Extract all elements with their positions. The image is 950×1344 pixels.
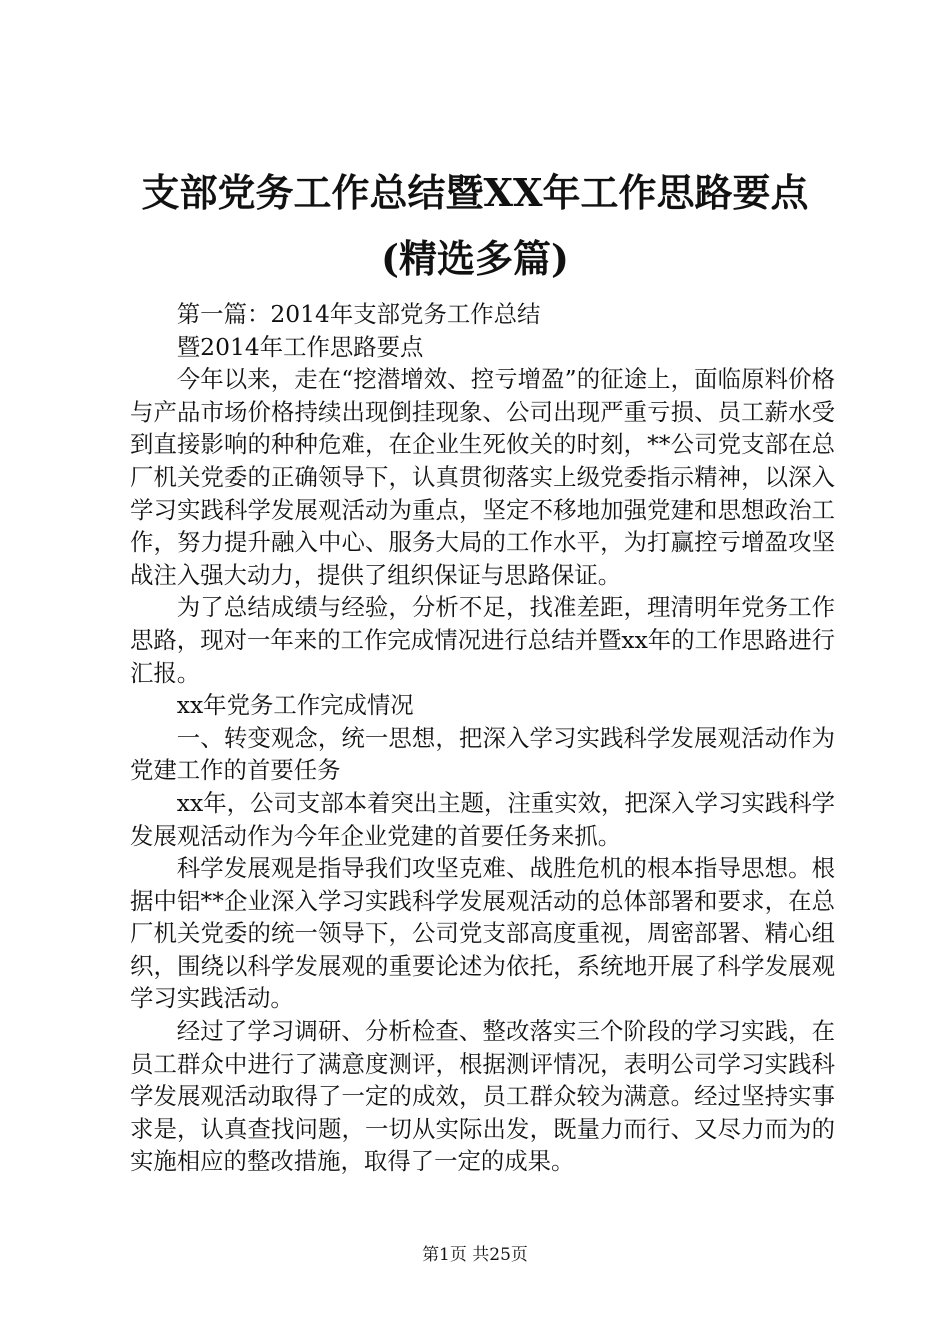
section-subheading: 暨2014年工作思路要点 [176,332,424,361]
section-heading: 第一篇：2014年支部党务工作总结 [176,300,541,328]
body-paragraph: 为了总结成绩与经验，分析不足，找准差距，理清明年党务工作思路，现对一年来的工作完成情况进行总结并暨xx年的工作思路进行汇报。 [130,593,835,687]
document-title: 支部党务工作总结暨XX年工作思路要点(精选多篇) [141,170,809,281]
numbered-heading: 一、转变观念，统一思想，把深入学习实践科学发展观活动作为党建工作的首要任务 [130,723,835,785]
page-number-footer: 第1页 共25页 [422,1245,528,1265]
body-paragraph: 经过了学习调研、分析检查、整改落实三个阶段的学习实践，在员工群众中进行了满意度测评，根据测评情况，表明公司学习实践科学发展观活动取得了一定的成效，员工群众较为满意。经过坚持实事求是，认真查找问题，一切从实际出发，既量力而行、又尽力而为的实施相应的整改措施，取得了一定的成果。 [130,1017,835,1176]
body-paragraph: xx年，公司支部本着突出主题，注重实效，把深入学习实践科学发展观活动作为今年企业党建的首要任务来抓。 [130,788,835,850]
body-paragraph: 今年以来，走在“挖潜增效、控亏增盈”的征途上，面临原料价格与产品市场价格持续出现倒挂现象、公司出现严重亏损、员工薪水受到直接影响的种种危难，在企业生死攸关的时刻，**公司党支部在总厂机关党委的正确领导下，认真贯彻落实上级党委指示精神，以深入学习实践科学发展观活动为重点，坚定不移地加强党建和思想政治工作，努力提升融入中心、服务大局的工作水平，为打赢控亏增盈攻坚战注入强大动力，提供了组织保证与思路保证。 [130,365,835,589]
document-body [130,298,835,1178]
subsection-heading: xx年党务工作完成情况 [176,691,414,720]
body-paragraph: 科学发展观是指导我们攻坚克难、战胜危机的根本指导思想。根据中铝**企业深入学习实践科学发展观活动的总体部署和要求，在总厂机关党委的统一领导下，公司党支部高度重视，周密部署、精心组织，围绕以科学发展观的重要论述为依托，系统地开展了科学发展观学习实践活动。 [130,854,835,1013]
